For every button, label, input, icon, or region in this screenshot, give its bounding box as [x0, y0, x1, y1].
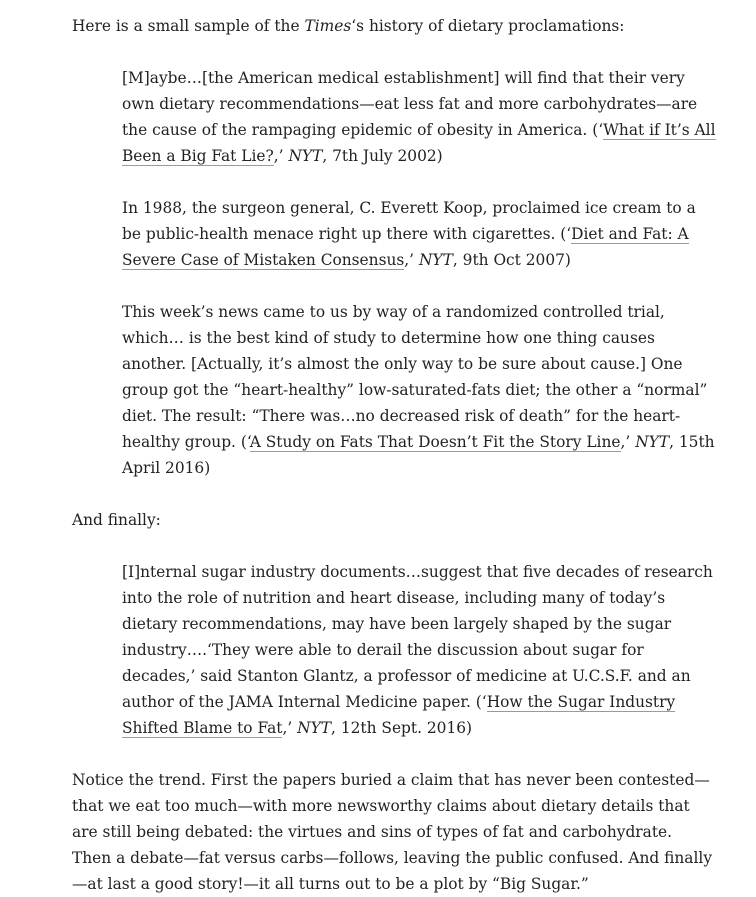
article-body [72, 13, 716, 897]
quote-koop [122, 195, 716, 273]
blockquote-sugar [122, 559, 716, 741]
quote-fat-lie [122, 65, 716, 169]
quote-text: [I]nternal sugar industry documents…suggest that five decades of research into the role of nutrition and heart disease, including many of today’s dietary recommendations, may have been largely shaped by the sugar industry….‘They were able to derail the discussion about sugar for decades,’ said Stanton Glantz, a professor of medicine at U.C.S.F. and an author of the JAMA Internal Medicine paper. (‘ [122, 563, 713, 711]
link-sugar-industry[interactable]: How the Sugar Industry Shifted Blame to Fat [122, 693, 676, 737]
and-finally: And finally: [72, 511, 161, 529]
intro-text: Here is a small sample of the [72, 17, 305, 35]
quote-text: In 1988, the surgeon general, C. Everett Koop, proclaimed ice cream to a be public-health menace right up there with cigarettes. (‘ [122, 199, 696, 243]
quote-punct: ,’ [620, 433, 636, 451]
quote-punct: ,’ [273, 147, 289, 165]
blockquote-proclamations [122, 65, 716, 481]
quote-date: , 15th April 2016) [122, 433, 715, 477]
intro-text-end: ‘s history of dietary proclamations: [351, 17, 625, 35]
source-nyt: NYT [288, 147, 323, 165]
times-title: Times [304, 17, 352, 35]
link-study-on-fats[interactable]: A Study on Fats That Doesn’t Fit the Story Line [249, 433, 621, 451]
quote-trial [122, 299, 716, 481]
conclusion-paragraph: Notice the trend. First the papers buried a claim that has never been contested—that we eat too much—with more newsworthy claims about dietary details that are still being debated: the virtues and sins of types of fat and carbohydrate. Then a debate—fat versus carbs—follows, leaving the public confused. And finally—at last a good story!—it all turns out to be a plot by “Big Sugar.” [72, 771, 713, 893]
intro-paragraph [72, 13, 716, 39]
source-nyt: NYT [418, 251, 453, 269]
quote-text: This week’s news came to us by way of a randomized controlled trial, which… is the best kind of study to determine how one thing causes another. [Actually, it’s almost the only way to be sure about cause.] One group got the “heart-healthy” low-saturated-fats diet; the other a “normal” diet. The result: “There was…no decreased risk of death” for the heart-healthy group. (‘ [122, 303, 708, 451]
quote-sugar-industry [122, 559, 716, 741]
source-nyt: NYT [297, 719, 332, 737]
source-nyt: NYT [635, 433, 670, 451]
quote-date: , 7th July 2002) [322, 147, 443, 165]
quote-text: [M]aybe…[the American medical establishment] will find that their very own dietary recommendations—eat less fat and more carbohydrates—are the cause of the rampaging epidemic of obesity in America. (‘ [122, 69, 698, 139]
link-big-fat-lie[interactable]: What if It’s All Been a Big Fat Lie? [122, 121, 716, 165]
quote-punct: ,’ [404, 251, 419, 269]
quote-date: , 9th Oct 2007) [452, 251, 571, 269]
quote-punct: ,’ [282, 719, 298, 737]
link-mistaken-consensus[interactable]: Diet and Fat: A Severe Case of Mistaken Consensus [122, 225, 689, 269]
quote-date: , 12th Sept. 2016) [331, 719, 473, 737]
